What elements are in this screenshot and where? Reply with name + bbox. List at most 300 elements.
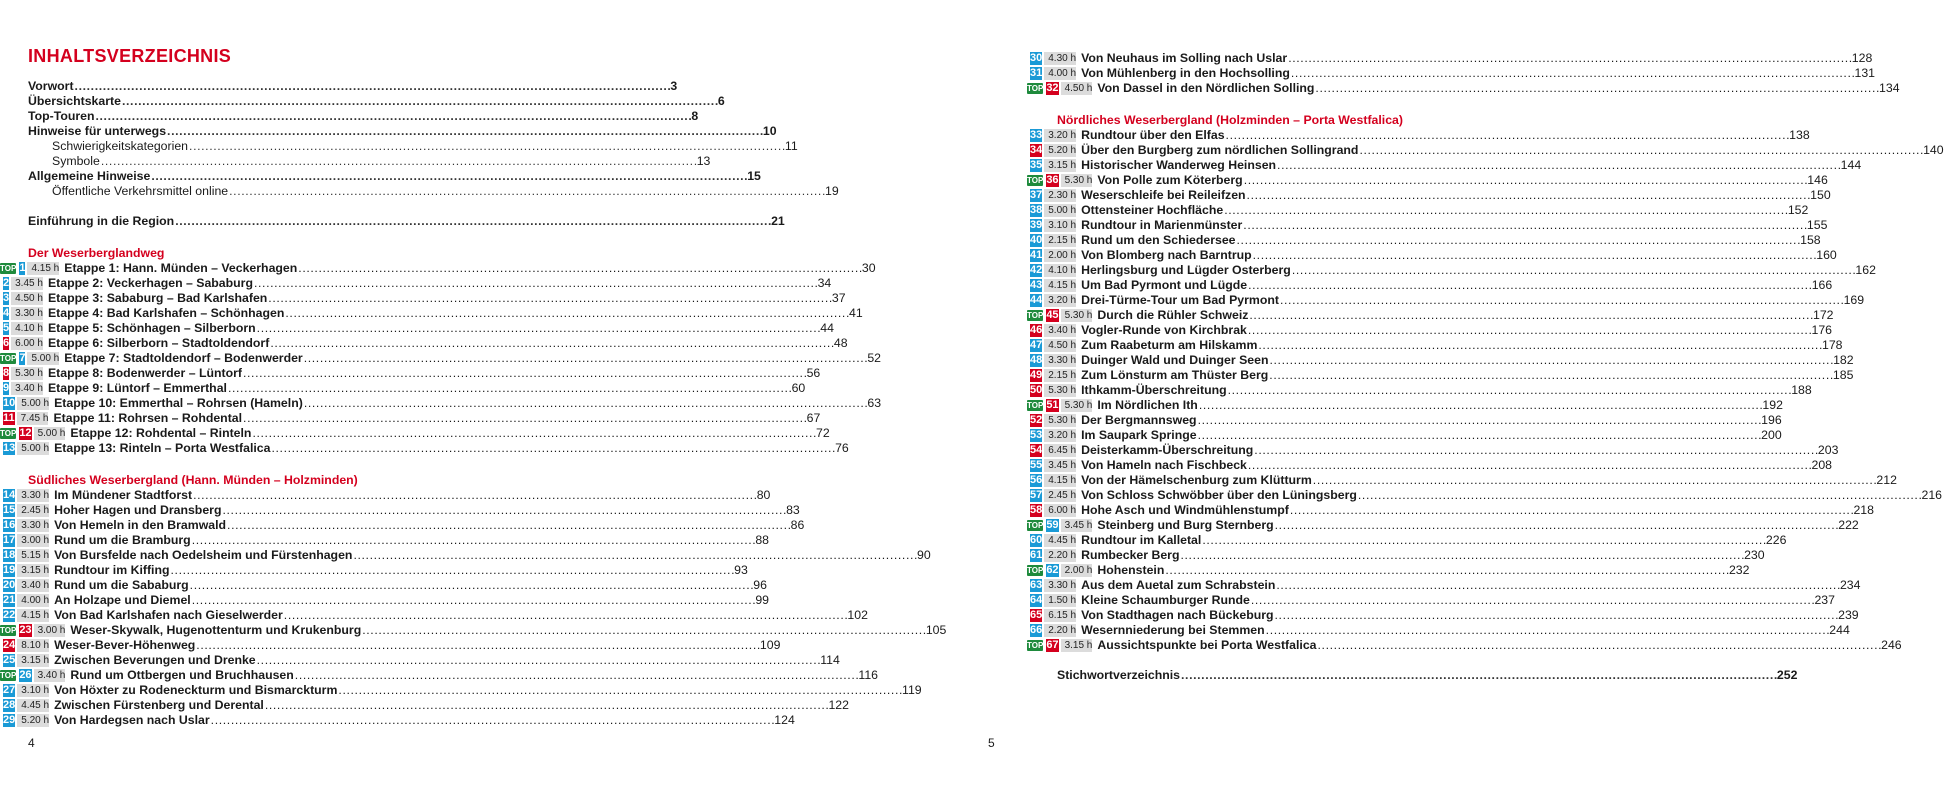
- tour-title: Der Bergmannsweg: [1081, 413, 1197, 427]
- tour-number: 55: [1030, 459, 1043, 471]
- tour-page: 192: [1762, 398, 1783, 412]
- tour-duration: 2.15 h: [1044, 234, 1076, 247]
- tour-entry[interactable]: [0, 668, 878, 683]
- tour-title: Aus dem Auetal zum Schrabstein: [1081, 578, 1276, 592]
- tour-number: 23: [19, 624, 32, 636]
- tour-duration: 4.30 h: [1044, 52, 1076, 65]
- tour-page: 122: [828, 698, 849, 712]
- leader-dots: [1253, 248, 1816, 263]
- tour-duration: 5.15 h: [17, 549, 49, 562]
- tour-duration: 5.00 h: [1044, 204, 1076, 217]
- tour-title: Etappe 2: Veckerhagen – Sababurg: [47, 276, 253, 290]
- leader-dots: [1181, 668, 1776, 683]
- tour-title: Etappe 8: Bodenwerder – Lüntorf: [47, 366, 242, 380]
- tour-entry[interactable]: [1027, 338, 1843, 353]
- tour-entry[interactable]: [1027, 518, 1859, 533]
- tour-page: 41: [848, 306, 863, 320]
- tour-entry[interactable]: [1027, 263, 1876, 278]
- tour-title: Von Neuhaus im Solling nach Uslar: [1081, 51, 1288, 65]
- tour-title: Von Höxter zu Rodeneckturm und Bismarckturm: [54, 683, 338, 697]
- tour-entry[interactable]: [1027, 233, 1821, 248]
- tour-number: 8: [3, 367, 10, 379]
- tour-number: 58: [1030, 504, 1043, 516]
- tour-title: Von Hameln nach Fischbeck: [1081, 458, 1247, 472]
- tour-entry[interactable]: [1027, 608, 1859, 623]
- tour-duration: 2.45 h: [17, 504, 49, 517]
- tour-page: 244: [1829, 623, 1850, 637]
- tour-page: 237: [1814, 593, 1835, 607]
- leader-dots: [1251, 593, 1814, 608]
- leader-dots: [1224, 203, 1787, 218]
- leader-dots: [1248, 323, 1811, 338]
- tour-entry[interactable]: [0, 366, 821, 381]
- tour-duration: 7.45 h: [17, 412, 49, 425]
- tour-entry[interactable]: [0, 563, 748, 578]
- leader-dots: [1276, 578, 1839, 593]
- entry-page: 252: [1776, 668, 1798, 682]
- tour-page: 162: [1855, 263, 1876, 277]
- toc-entry[interactable]: [28, 124, 777, 139]
- tour-title: Weserschleife bei Reileifzen: [1081, 188, 1246, 202]
- toc-entry[interactable]: [28, 214, 785, 229]
- tour-title: Von Dassel in den Nördlichen Solling: [1097, 81, 1315, 95]
- tour-entry[interactable]: [1027, 188, 1831, 203]
- tour-entry[interactable]: [0, 518, 805, 533]
- tour-title: Etappe 6: Silberborn – Stadtoldendorf: [47, 336, 270, 350]
- tour-page: 182: [1833, 353, 1854, 367]
- entry-title: Symbole: [52, 154, 100, 168]
- tour-page: 230: [1744, 548, 1765, 562]
- tour-entry[interactable]: [1027, 308, 1834, 323]
- tour-duration: 3.40 h: [1044, 324, 1076, 337]
- tour-entry[interactable]: [1027, 578, 1861, 593]
- leader-dots: [1266, 623, 1829, 638]
- leader-dots: [1288, 51, 1851, 66]
- spacer: [28, 456, 468, 471]
- tour-number: 44: [1030, 294, 1043, 306]
- tour-title: Rundtour im Kalletal: [1081, 533, 1202, 547]
- tour-entry[interactable]: [1027, 443, 1839, 458]
- tour-title: An Holzape und Diemel: [54, 593, 191, 607]
- leader-dots: [1280, 293, 1843, 308]
- entry-page: 15: [747, 169, 761, 183]
- tour-duration: 2.15 h: [1044, 369, 1076, 382]
- spacer: [1057, 653, 1497, 668]
- tour-page: 176: [1811, 323, 1833, 337]
- entry-title: Öffentliche Verkehrsmittel online: [52, 184, 229, 198]
- tour-number: 56: [1030, 474, 1043, 486]
- tour-entry[interactable]: [1027, 398, 1783, 413]
- tour-entry[interactable]: [0, 533, 769, 548]
- tour-page: 216: [1921, 488, 1943, 502]
- tour-number: 33: [1030, 129, 1043, 141]
- tour-number: 42: [1030, 264, 1043, 276]
- tour-entry[interactable]: [0, 683, 922, 698]
- tour-title: Etappe 7: Stadtoldendorf – Bodenwerder: [64, 351, 303, 365]
- tour-title: Deisterkamm-Überschreitung: [1081, 443, 1254, 457]
- tour-duration: 4.10 h: [11, 322, 43, 335]
- tour-entry[interactable]: [1027, 158, 1862, 173]
- leader-dots: [1258, 338, 1821, 353]
- section-title: Südliches Weserbergland (Hann. Münden – Holzminden): [28, 473, 358, 487]
- tour-page: 80: [756, 488, 771, 502]
- leader-dots: [1198, 413, 1761, 428]
- top-badge: TOP: [1027, 566, 1044, 575]
- tour-duration: 2.00 h: [1061, 564, 1093, 577]
- entry-title: Stichwortverzeichnis: [1057, 668, 1181, 682]
- tour-entry[interactable]: [1027, 368, 1854, 383]
- tour-number: 39: [1030, 219, 1043, 231]
- leader-dots: [1290, 503, 1853, 518]
- leader-dots: [1199, 398, 1762, 413]
- tour-title: Ottensteiner Hochfläche: [1081, 203, 1224, 217]
- tour-entry[interactable]: [0, 653, 840, 668]
- entry-page: 19: [825, 184, 839, 198]
- tour-title: Etappe 1: Hann. Münden – Veckerhagen: [64, 261, 298, 275]
- tour-number: 35: [1030, 159, 1043, 171]
- tour-title: Aussichtspunkte bei Porta Westfalica: [1097, 638, 1317, 652]
- tour-page: 232: [1728, 563, 1750, 577]
- tour-number: 2: [3, 277, 10, 289]
- tour-page: 93: [734, 563, 748, 577]
- tour-title: Durch die Rühler Schweiz: [1097, 308, 1249, 322]
- tour-entry[interactable]: [0, 698, 849, 713]
- tour-number: 22: [3, 609, 16, 621]
- tour-number: 25: [3, 654, 16, 666]
- tour-page: 138: [1789, 128, 1810, 142]
- tour-number: 31: [1030, 67, 1043, 79]
- tour-title: Etappe 12: Rohdental – Rinteln: [70, 426, 252, 440]
- spacer: [28, 199, 468, 214]
- leader-dots: [1226, 128, 1789, 143]
- tour-title: Von Bursfelde nach Oedelsheim und Fürstenhagen: [54, 548, 353, 562]
- tour-number: 40: [1030, 234, 1043, 246]
- entry-page: 11: [784, 139, 798, 153]
- tour-duration: 2.30 h: [1044, 189, 1076, 202]
- tour-page: 140: [1923, 143, 1944, 157]
- leader-dots: [1243, 218, 1806, 233]
- tour-entry[interactable]: [1027, 128, 1810, 143]
- tour-duration: 4.50 h: [1061, 82, 1093, 95]
- tour-number: 34: [1030, 144, 1043, 156]
- tour-number: 6: [3, 337, 10, 349]
- tour-duration: 4.50 h: [1044, 339, 1076, 352]
- tour-entry[interactable]: [0, 321, 834, 336]
- tour-duration: 5.00 h: [17, 397, 49, 410]
- page-number-left: 4: [28, 736, 35, 750]
- tour-title: Im Nördlichen Ith: [1097, 398, 1198, 412]
- tour-number: 47: [1030, 339, 1043, 351]
- tour-duration: 3.10 h: [1044, 219, 1076, 232]
- leader-dots: [1165, 563, 1728, 578]
- tour-title: Rundtour über den Elfas: [1081, 128, 1225, 142]
- tour-number: 37: [1030, 189, 1043, 201]
- tour-duration: 4.50 h: [11, 292, 43, 305]
- tour-page: 109: [759, 638, 781, 652]
- top-badge: TOP: [1027, 401, 1044, 410]
- tour-page: 83: [786, 503, 800, 517]
- leader-dots: [1275, 518, 1838, 533]
- tour-duration: 3.30 h: [1044, 354, 1076, 367]
- tour-number: 36: [1046, 174, 1059, 186]
- tour-entry[interactable]: [1027, 323, 1833, 338]
- tour-number: 61: [1030, 549, 1043, 561]
- tour-number: 54: [1030, 444, 1043, 456]
- tour-entry[interactable]: [1027, 593, 1835, 608]
- leader-dots: [1292, 263, 1855, 278]
- tour-duration: 4.15 h: [17, 609, 49, 622]
- tour-number: 48: [1030, 354, 1043, 366]
- leader-dots: [1249, 308, 1812, 323]
- tour-page: 131: [1854, 66, 1876, 80]
- tour-title: Etappe 9: Lüntorf – Emmerthal: [47, 381, 227, 395]
- spacer: [28, 229, 468, 244]
- tour-page: 96: [753, 578, 767, 592]
- tour-number: 51: [1046, 399, 1059, 411]
- tour-entry[interactable]: [0, 396, 882, 411]
- tour-entry[interactable]: [0, 261, 876, 276]
- top-badge: TOP: [1027, 521, 1044, 530]
- toc-entry[interactable]: [28, 109, 699, 124]
- tour-number: 16: [3, 519, 16, 531]
- tour-duration: 4.10 h: [1044, 264, 1076, 277]
- leader-dots: [1247, 188, 1810, 203]
- tour-title: Hoher Hagen und Dransberg: [54, 503, 222, 517]
- tour-entry[interactable]: [1027, 293, 1865, 308]
- tour-entry[interactable]: [0, 276, 832, 291]
- tour-title: Zum Lönsturm am Thüster Berg: [1081, 368, 1269, 382]
- tour-entry[interactable]: [0, 291, 846, 306]
- entry-title: Übersichtskarte: [28, 94, 121, 108]
- tour-page: 160: [1816, 248, 1837, 262]
- tour-title: Drei-Türme-Tour um Bad Pyrmont: [1081, 293, 1279, 307]
- tour-entry[interactable]: [0, 608, 868, 623]
- tour-number: 24: [3, 639, 16, 651]
- top-badge: TOP: [1027, 176, 1044, 185]
- tour-page: 212: [1876, 473, 1897, 487]
- tour-duration: 4.45 h: [1044, 534, 1076, 547]
- tour-entry[interactable]: [1027, 458, 1833, 473]
- tour-page: 169: [1843, 293, 1865, 307]
- tour-title: Um Bad Pyrmont und Lügde: [1081, 278, 1248, 292]
- entry-page: 13: [696, 154, 711, 168]
- top-badge: TOP: [0, 671, 17, 680]
- tour-duration: 4.15 h: [1044, 279, 1076, 292]
- tour-number: 65: [1030, 609, 1043, 621]
- leader-dots: [1291, 66, 1854, 81]
- leader-dots: [1237, 233, 1800, 248]
- tour-duration: 8.10 h: [17, 639, 49, 652]
- tour-entry[interactable]: [0, 593, 770, 608]
- tour-duration: 6.45 h: [1044, 444, 1076, 457]
- tour-entry[interactable]: [1027, 66, 1876, 81]
- tour-entry[interactable]: [0, 578, 767, 593]
- tour-number: 9: [3, 382, 10, 394]
- tour-page: 158: [1800, 233, 1821, 247]
- entry-title: Einführung in die Region: [28, 214, 175, 228]
- tour-duration: 2.20 h: [1044, 549, 1076, 562]
- tour-number: 67: [1046, 639, 1059, 651]
- tour-entry[interactable]: [0, 623, 947, 638]
- tour-duration: 2.00 h: [1044, 249, 1076, 262]
- tour-entry[interactable]: [1027, 623, 1850, 638]
- entry-page: 21: [771, 214, 785, 228]
- tour-entry[interactable]: [1027, 533, 1787, 548]
- tour-title: Von Polle zum Köterberg: [1097, 173, 1243, 187]
- tour-title: Etappe 5: Schönhagen – Silberborn: [47, 321, 256, 335]
- tour-number: 18: [3, 549, 16, 561]
- page-number-right: 5: [988, 736, 995, 750]
- toc-entry[interactable]: [28, 139, 798, 154]
- tour-number: 30: [1030, 52, 1043, 64]
- tour-entry[interactable]: [1027, 353, 1854, 368]
- leader-dots: [1358, 488, 1921, 503]
- tour-page: 76: [835, 441, 849, 455]
- tour-entry[interactable]: [0, 336, 848, 351]
- tour-entry[interactable]: [0, 411, 821, 426]
- tour-entry[interactable]: [1027, 143, 1944, 158]
- tour-number: 53: [1030, 429, 1043, 441]
- tour-duration: 4.15 h: [1044, 474, 1076, 487]
- entry-title: Allgemeine Hinweise: [28, 169, 151, 183]
- tour-page: 30: [861, 261, 876, 275]
- tour-entry[interactable]: [1027, 428, 1782, 443]
- tour-number: 62: [1046, 564, 1059, 576]
- tour-number: 32: [1046, 82, 1059, 94]
- leader-dots: [1202, 533, 1765, 548]
- top-badge: TOP: [0, 354, 17, 363]
- tour-entry[interactable]: [1027, 51, 1873, 66]
- right-page: [500, 0, 1944, 800]
- tour-number: 17: [3, 534, 16, 546]
- tour-entry[interactable]: [0, 503, 800, 518]
- tour-entry[interactable]: [1027, 203, 1809, 218]
- tour-entry[interactable]: [1027, 413, 1782, 428]
- tour-page: 37: [831, 291, 846, 305]
- tour-entry[interactable]: [1027, 473, 1897, 488]
- tour-title: Ithkamm-Überschreitung: [1081, 383, 1227, 397]
- tour-page: 178: [1821, 338, 1843, 352]
- tour-entry[interactable]: [1027, 278, 1833, 293]
- toc-entry[interactable]: [1057, 668, 1798, 683]
- tour-number: 46: [1030, 324, 1043, 336]
- tour-number: 50: [1030, 384, 1043, 396]
- tour-entry[interactable]: [0, 306, 863, 321]
- tour-entry[interactable]: [0, 381, 806, 396]
- tour-entry[interactable]: [0, 441, 849, 456]
- toc-left: [0, 79, 947, 728]
- top-badge: TOP: [1027, 84, 1044, 93]
- tour-duration: 3.30 h: [17, 489, 49, 502]
- tour-title: Von Hardegsen nach Uslar: [54, 713, 210, 727]
- tour-entry[interactable]: [1027, 81, 1900, 96]
- tour-entry[interactable]: [1027, 548, 1765, 563]
- tour-entry[interactable]: [1027, 488, 1943, 503]
- tour-page: 128: [1851, 51, 1873, 65]
- tour-entry[interactable]: [1027, 248, 1837, 263]
- tour-page: 208: [1811, 458, 1833, 472]
- tour-entry[interactable]: [0, 488, 771, 503]
- tour-duration: 3.20 h: [1044, 129, 1076, 142]
- tour-entry[interactable]: [0, 351, 881, 366]
- tour-entry[interactable]: [1027, 218, 1828, 233]
- tour-page: 134: [1879, 81, 1900, 95]
- tour-page: 99: [755, 593, 770, 607]
- tour-duration: 3.30 h: [17, 519, 49, 532]
- tour-entry[interactable]: [1027, 173, 1828, 188]
- leader-dots: [1180, 548, 1743, 563]
- tour-entry[interactable]: [1027, 383, 1812, 398]
- tour-page: 155: [1806, 218, 1828, 232]
- toc-entry[interactable]: [28, 184, 839, 199]
- toc-entry[interactable]: [28, 169, 761, 184]
- tour-title: Steinberg und Burg Sternberg: [1097, 518, 1274, 532]
- tour-title: Von Bad Karlshafen nach Gieselwerder: [54, 608, 283, 622]
- tour-duration: 3.40 h: [34, 669, 66, 682]
- tour-number: 52: [1030, 414, 1043, 426]
- toc-entry[interactable]: [28, 79, 678, 94]
- tour-title: Zum Raabeturm am Hilskamm: [1081, 338, 1258, 352]
- tour-duration: 3.45 h: [11, 277, 43, 290]
- top-badge: TOP: [0, 264, 17, 273]
- tour-entry[interactable]: [1027, 638, 1902, 653]
- tour-number: 29: [3, 714, 16, 726]
- tour-number: 60: [1030, 534, 1043, 546]
- tour-page: 44: [820, 321, 834, 335]
- tour-title: Rumbecker Berg: [1081, 548, 1180, 562]
- tour-page: 60: [791, 381, 806, 395]
- entry-page: 8: [691, 109, 699, 123]
- entry-title: Top-Touren: [28, 109, 95, 123]
- tour-entry[interactable]: [0, 426, 830, 441]
- tour-title: Im Saupark Springe: [1081, 428, 1197, 442]
- toc-right: [1027, 51, 1944, 683]
- tour-title: Von Stadthagen nach Bückeburg: [1081, 608, 1274, 622]
- tour-title: Von Hemeln in den Bramwald: [54, 518, 227, 532]
- tour-entry[interactable]: [0, 713, 795, 728]
- tour-entry[interactable]: [0, 548, 931, 563]
- tour-duration: 3.45 h: [1044, 459, 1076, 472]
- tour-number: 3: [3, 292, 10, 304]
- tour-title: Von Blomberg nach Barntrup: [1081, 248, 1252, 262]
- tour-duration: 3.20 h: [1044, 294, 1076, 307]
- tour-page: 150: [1810, 188, 1831, 202]
- tour-title: Über den Burgberg zum nördlichen Sollingrand: [1081, 143, 1359, 157]
- top-badge: TOP: [1027, 641, 1044, 650]
- toc-entry[interactable]: [28, 154, 711, 169]
- tour-title: Weser-Skywalk, Hugenottenturm und Krukenburg: [70, 623, 362, 637]
- tour-duration: 2.20 h: [1044, 624, 1076, 637]
- toc-entry[interactable]: [28, 94, 725, 109]
- entry-page: 10: [762, 124, 777, 138]
- tour-entry[interactable]: [0, 638, 781, 653]
- tour-title: Rund um die Sababurg: [54, 578, 189, 592]
- leader-dots: [1269, 368, 1832, 383]
- tour-duration: 3.15 h: [17, 654, 49, 667]
- tour-number: 64: [1030, 594, 1043, 606]
- tour-duration: 5.30 h: [1044, 414, 1076, 427]
- tour-number: 15: [3, 504, 16, 516]
- page-heading: INHALTSVERZEICHNIS: [28, 46, 232, 66]
- tour-title: Herlingsburg und Lügder Osterberg: [1081, 263, 1291, 277]
- tour-title: Etappe 4: Bad Karlshafen – Schönhagen: [47, 306, 285, 320]
- tour-title: Zwischen Fürstenberg und Derental: [54, 698, 264, 712]
- tour-duration: 5.30 h: [1061, 399, 1093, 412]
- tour-entry[interactable]: [1027, 563, 1750, 578]
- tour-entry[interactable]: [1027, 503, 1874, 518]
- tour-page: 90: [917, 548, 931, 562]
- tour-title: Etappe 11: Rohrsen – Rohdental: [53, 411, 243, 425]
